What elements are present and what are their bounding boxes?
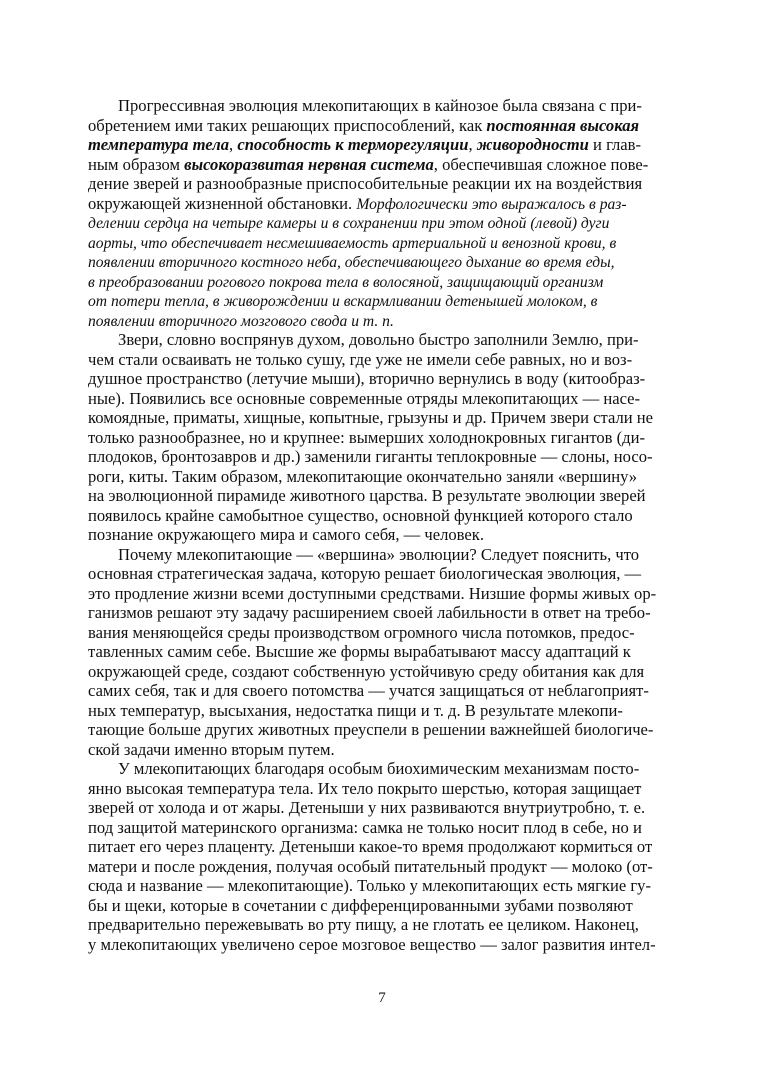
text-segment: У млекопитающих благодаря особым биохимическим механизмам посто- [118, 759, 640, 778]
paragraph [88, 545, 669, 760]
text-segment: питает его через плаценту. Детеныши какое-то время продолжают кормиться от [88, 837, 653, 856]
text-line [88, 174, 669, 194]
emphasized-term: температура тела [88, 135, 230, 154]
text-segment: на эволюционной пирамиде животного царства. В результате эволюции зверей [88, 486, 646, 505]
italic-text: Морфологически это выражалось в раз- [356, 195, 627, 213]
text-segment: матери и после рождения, получая особый питательный продукт — молоко (от- [88, 856, 653, 876]
text-line [88, 428, 669, 448]
text-line [88, 818, 669, 838]
text-segment: бы и щеки, которые в сочетании с дифференцированными зубами позволяют [88, 895, 633, 915]
text-line [88, 233, 669, 253]
text-segment: только разнообразнее, но и крупнее: вымерших холоднокровных гигантов (ди- [88, 427, 646, 447]
text-segment: это продление жизни всеми доступными средствами. Низшие формы живых ор- [88, 583, 657, 603]
text-line [88, 252, 669, 272]
text-segment: ской задачи именно вторым путем. [88, 739, 335, 759]
italic-text: появлении вторичного мозгового свода и т. п. [88, 312, 394, 330]
paragraph [88, 330, 669, 545]
text-line [88, 330, 669, 350]
text-line [88, 506, 669, 526]
text-segment: и глав- [588, 135, 642, 154]
emphasized-term: живородности [476, 135, 589, 154]
text-segment: тающие больше других животных преуспели в решении важнейшей биологиче- [88, 720, 654, 739]
text-line [88, 623, 669, 643]
italic-text: аорты, что обеспечивает несмешиваемость артериальной и венозной крови, в [88, 234, 617, 252]
text-line [88, 603, 669, 623]
text-segment: Прогрессивная эволюция млекопитающих в кайнозое была связана с при- [118, 96, 642, 115]
text-segment: окружающей среде, создают собственную устойчивую среду обитания как для [88, 661, 645, 681]
text-segment: янно высокая температура тела. Их тело покрыто шерстью, которая защищает [88, 778, 642, 798]
text-line [88, 584, 669, 604]
text-segment: тавленных самим себе. Высшие же формы вырабатывают массу адаптаций к [88, 642, 631, 661]
emphasized-term: постоянная высокая [486, 115, 640, 135]
text-line [88, 681, 669, 701]
paragraph [88, 96, 669, 330]
text-segment: душное пространство (летучие мыши), вторично вернулись в воду (китообраз- [88, 369, 646, 388]
emphasized-term: способность к терморегуляции [237, 135, 469, 154]
text-segment: познание окружающего мира и самого себя, — человек. [88, 525, 484, 544]
page-number: 7 [378, 990, 386, 1006]
text-segment: основная стратегическая задача, которую решает биологическая эволюция, — [88, 564, 642, 583]
text-line [88, 857, 669, 877]
text-line [88, 545, 669, 565]
text-line [88, 291, 669, 311]
text-line [88, 740, 669, 760]
text-line [88, 96, 669, 116]
text-line [88, 759, 669, 779]
text-segment: комоядные, приматы, хищные, копытные, грызуны и др. Причем звери стали не [88, 408, 654, 427]
text-line [88, 525, 669, 545]
text-line [88, 155, 669, 175]
text-line [88, 272, 669, 292]
italic-text: делении сердца на четыре камеры и в сохранении при этом одной (левой) дуги [88, 215, 610, 232]
italic-text: от потери тепла, в живорождении и вскармливании детенышей молоком, в [88, 293, 598, 310]
text-line [88, 408, 669, 428]
text-line [88, 701, 669, 721]
text-line [88, 564, 669, 584]
text-segment: самих себя, так и для своего потомства — учатся защищаться от неблагоприят- [88, 681, 649, 700]
text-line [88, 486, 669, 506]
page-body-text [88, 96, 669, 954]
text-segment: ганизмов решают эту задачу расширением своей лабильности в ответ на требо- [88, 603, 651, 622]
text-segment: окружающей жизненной обстановки. [88, 193, 357, 213]
text-line [88, 467, 669, 487]
text-segment: , [229, 135, 238, 154]
emphasized-term: высокоразвитая нервная система [184, 154, 434, 174]
text-segment: вания меняющейся среды производством огромного числа потомков, предос- [88, 622, 635, 642]
text-segment: дение зверей и разнообразные приспособительные реакции их на воздействия [88, 174, 643, 193]
text-segment: плодоков, бронтозавров и др.) заменили гиганты теплокровные — слоны, носо- [88, 447, 653, 466]
text-line [88, 135, 669, 155]
text-segment: обретением ими таких решающих приспособлений, как [88, 115, 487, 135]
text-line [88, 779, 669, 799]
text-segment: у млекопитающих увеличено серое мозговое вещество — залог развития интел- [88, 934, 656, 954]
text-line [88, 116, 669, 136]
text-line [88, 876, 669, 896]
text-line [88, 837, 669, 857]
text-line [88, 935, 669, 955]
text-line [88, 194, 669, 214]
text-segment: под защитой материнского организма: самка не только носит плод в себе, но и [88, 817, 642, 837]
text-line [88, 896, 669, 916]
text-segment: предварительно пережевывать во рту пищу, а не глотать ее целиком. Наконец, [88, 915, 639, 934]
paragraph [88, 759, 669, 954]
text-segment: чем стали осваивать не только сушу, где уже не имели себе равных, но и воз- [88, 349, 633, 369]
italic-text: появлении вторичного костного неба, обеспечивающего дыхание во время еды, [88, 254, 615, 271]
text-segment: Почему млекопитающие — «вершина» эволюции? Следует пояснить, что [118, 544, 640, 564]
text-segment: , [468, 135, 477, 154]
text-line [88, 311, 669, 331]
text-line [88, 447, 669, 467]
text-segment: ные). Появились все основные современные отряды млекопитающих — насе- [88, 388, 641, 408]
text-segment: появилось крайне самобытное существо, основной функцией которого стало [88, 505, 633, 525]
text-line [88, 369, 669, 389]
text-segment: ных температур, высыхания, недостатка пищи и т. д. В результате млекопи- [88, 700, 623, 720]
italic-text: в преобразовании рогового покрова тела в волосяной, защищающий организм [88, 273, 604, 291]
text-segment: роги, киты. Таким образом, млекопитающие окончательно заняли «вершину» [88, 466, 638, 486]
text-segment: Звери, словно воспрянув духом, довольно быстро заполнили Землю, при- [118, 330, 639, 349]
text-line [88, 642, 669, 662]
text-segment: ным образом [88, 154, 185, 174]
text-line [88, 915, 669, 935]
text-line [88, 213, 669, 233]
text-segment: , обеспечившая сложное пове- [433, 154, 649, 174]
text-segment: сюда и название — млекопитающие). Только у млекопитающих есть мягкие гу- [88, 876, 651, 895]
text-segment: зверей от холода и от жары. Детеныши у них развиваются внутриутробно, т. е. [88, 798, 646, 817]
text-line [88, 389, 669, 409]
text-line [88, 350, 669, 370]
text-line [88, 798, 669, 818]
text-line [88, 720, 669, 740]
text-line [88, 662, 669, 682]
